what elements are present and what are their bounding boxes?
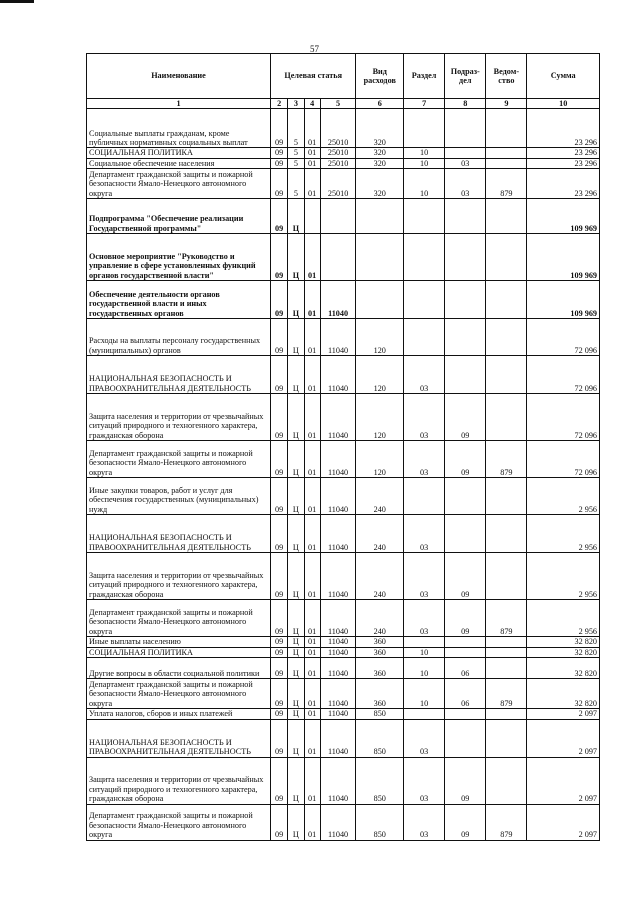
table-row [87,804,600,840]
target-direction-cell: 11040 [320,394,356,441]
row-name-cell: НАЦИОНАЛЬНАЯ БЕЗОПАСНОСТЬ И ПРАВООХРАНИТЕЛЬНАЯ ДЕЯТЕЛЬНОСТЬ [87,356,271,394]
column-number-row [87,99,600,109]
subsection-cell [445,109,486,148]
expense-type-cell: 120 [356,356,404,394]
expense-type-cell: 240 [356,478,404,515]
table-row [87,719,600,757]
target-subprogram-cell: Ц [288,600,304,637]
expense-type-cell [356,234,404,281]
subsection-cell: 09 [445,553,486,600]
target-subprogram-cell: Ц [288,658,304,679]
target-direction-cell [320,234,356,281]
section-cell: 03 [404,356,445,394]
amount-cell: 2 956 [527,515,600,553]
subsection-cell [445,234,486,281]
table-row [87,757,600,804]
subsection-cell [445,719,486,757]
subsection-cell [445,647,486,657]
target-direction-cell: 11040 [320,600,356,637]
column-number: 10 [527,99,600,109]
target-program-cell: 09 [270,658,287,679]
table-row [87,148,600,158]
target-subprogram-cell: Ц [288,553,304,600]
section-cell: 10 [404,679,445,709]
table-body [87,109,600,840]
amount-cell: 109 969 [527,234,600,281]
subsection-cell: 09 [445,600,486,637]
row-name-cell: Департамент гражданской защиты и пожарной безопасности Ямало-Ненецкого автономного округа [87,679,271,709]
target-event-cell: 01 [304,719,320,757]
row-name-cell: Основное мероприятие "Руководство и управление в сфере установленных функций органов государственной власти" [87,234,271,281]
department-cell [486,658,527,679]
section-cell: 03 [404,394,445,441]
amount-cell: 2 956 [527,478,600,515]
target-subprogram-cell: 5 [288,109,304,148]
target-direction-cell: 11040 [320,553,356,600]
target-direction-cell: 11040 [320,757,356,804]
target-program-cell: 09 [270,234,287,281]
target-direction-cell [320,199,356,234]
section-cell [404,709,445,719]
subsection-cell [445,319,486,356]
department-cell [486,709,527,719]
department-cell [486,637,527,647]
target-program-cell: 09 [270,158,287,168]
row-name-cell: Уплата налогов, сборов и иных платежей [87,709,271,719]
row-name-cell: Департамент гражданской защиты и пожарной безопасности Ямало-Ненецкого автономного округа [87,441,271,478]
row-name-cell: Расходы на выплаты персоналу государственных (муниципальных) органов [87,319,271,356]
section-cell: 10 [404,169,445,199]
target-direction-cell: 11040 [320,804,356,840]
row-name-cell: НАЦИОНАЛЬНАЯ БЕЗОПАСНОСТЬ И ПРАВООХРАНИТЕЛЬНАЯ ДЕЯТЕЛЬНОСТЬ [87,719,271,757]
target-program-cell: 09 [270,719,287,757]
department-cell [486,478,527,515]
table-row [87,441,600,478]
amount-cell: 32 820 [527,679,600,709]
target-program-cell: 09 [270,515,287,553]
row-name-cell: Другие вопросы в области социальной политики [87,658,271,679]
target-event-cell: 01 [304,658,320,679]
section-cell [404,281,445,319]
department-cell [486,319,527,356]
row-name-cell: Социальные выплаты гражданам, кроме публичных нормативных социальных выплат [87,109,271,148]
section-cell [404,319,445,356]
subsection-cell [445,148,486,158]
target-program-cell: 09 [270,319,287,356]
section-cell: 03 [404,600,445,637]
row-name-cell: СОЦИАЛЬНАЯ ПОЛИТИКА [87,148,271,158]
expense-type-cell: 120 [356,319,404,356]
row-name-cell: СОЦИАЛЬНАЯ ПОЛИТИКА [87,647,271,657]
target-event-cell: 01 [304,804,320,840]
target-program-cell: 09 [270,637,287,647]
table-row [87,478,600,515]
target-program-cell: 09 [270,199,287,234]
target-direction-cell: 25010 [320,148,356,158]
target-subprogram-cell: Ц [288,515,304,553]
target-event-cell: 01 [304,647,320,657]
amount-cell: 23 296 [527,109,600,148]
header-expense-type: Вид расходов [356,54,404,99]
target-subprogram-cell: Ц [288,679,304,709]
table-row [87,169,600,199]
expense-type-cell: 320 [356,148,404,158]
section-cell: 03 [404,719,445,757]
expense-type-cell: 120 [356,441,404,478]
section-cell: 03 [404,515,445,553]
subsection-cell: 06 [445,658,486,679]
expense-type-cell: 320 [356,109,404,148]
target-program-cell: 09 [270,109,287,148]
target-subprogram-cell: 5 [288,148,304,158]
target-program-cell: 09 [270,647,287,657]
amount-cell: 109 969 [527,281,600,319]
expense-type-cell: 320 [356,158,404,168]
amount-cell: 32 820 [527,647,600,657]
target-subprogram-cell: Ц [288,281,304,319]
target-event-cell [304,199,320,234]
section-cell: 03 [404,757,445,804]
expense-type-cell: 850 [356,757,404,804]
amount-cell: 23 296 [527,158,600,168]
target-program-cell: 09 [270,148,287,158]
target-event-cell: 01 [304,234,320,281]
target-subprogram-cell: 5 [288,169,304,199]
target-subprogram-cell: Ц [288,647,304,657]
section-cell: 10 [404,148,445,158]
target-event-cell: 01 [304,169,320,199]
subsection-cell [445,709,486,719]
department-cell [486,647,527,657]
target-program-cell: 09 [270,600,287,637]
table-row [87,394,600,441]
target-subprogram-cell: Ц [288,356,304,394]
expense-type-cell [356,281,404,319]
amount-cell: 2 956 [527,600,600,637]
header-name: Наименование [87,54,271,99]
amount-cell: 72 096 [527,441,600,478]
table-row [87,234,600,281]
department-cell [486,109,527,148]
section-cell: 10 [404,658,445,679]
table-row [87,319,600,356]
target-program-cell: 09 [270,281,287,319]
target-program-cell: 09 [270,394,287,441]
target-program-cell: 09 [270,757,287,804]
expense-type-cell: 360 [356,647,404,657]
subsection-cell [445,199,486,234]
header-section: Раздел [404,54,445,99]
section-cell [404,478,445,515]
target-direction-cell: 25010 [320,169,356,199]
department-cell [486,757,527,804]
department-cell: 879 [486,169,527,199]
target-program-cell: 09 [270,553,287,600]
target-direction-cell: 11040 [320,637,356,647]
expense-type-cell: 850 [356,709,404,719]
expense-type-cell: 240 [356,553,404,600]
row-name-cell: Департамент гражданской защиты и пожарной безопасности Ямало-Ненецкого автономного округа [87,600,271,637]
target-program-cell: 09 [270,356,287,394]
column-number: 4 [304,99,320,109]
target-program-cell: 09 [270,478,287,515]
section-cell: 10 [404,647,445,657]
target-direction-cell: 11040 [320,319,356,356]
table-row [87,158,600,168]
department-cell [486,234,527,281]
expense-type-cell: 240 [356,600,404,637]
department-cell: 879 [486,441,527,478]
page-number: 57 [310,44,319,54]
target-program-cell: 09 [270,679,287,709]
target-program-cell: 09 [270,709,287,719]
target-subprogram-cell: Ц [288,234,304,281]
column-number: 1 [87,99,271,109]
header-target: Целевая статья [270,54,355,99]
row-name-cell: Департамент гражданской защиты и пожарной безопасности Ямало-Ненецкого автономного округа [87,169,271,199]
amount-cell: 23 296 [527,148,600,158]
target-direction-cell: 25010 [320,158,356,168]
section-cell: 03 [404,553,445,600]
target-direction-cell: 11040 [320,709,356,719]
column-number: 8 [445,99,486,109]
target-subprogram-cell: Ц [288,478,304,515]
subsection-cell [445,515,486,553]
target-subprogram-cell: Ц [288,757,304,804]
section-cell [404,109,445,148]
row-name-cell: Иные закупки товаров, работ и услуг для обеспечения государственных (муниципальных) нужд [87,478,271,515]
table-row [87,356,600,394]
target-event-cell: 01 [304,281,320,319]
row-name-cell: Подпрограмма "Обеспечение реализации Государственной программы" [87,199,271,234]
section-cell [404,234,445,281]
target-event-cell: 01 [304,109,320,148]
target-direction-cell: 11040 [320,478,356,515]
target-direction-cell: 11040 [320,356,356,394]
column-number: 7 [404,99,445,109]
target-program-cell: 09 [270,441,287,478]
amount-cell: 2 097 [527,804,600,840]
row-name-cell: Защита населения и территории от чрезвычайных ситуаций природного и техногенного характера, гражданская оборона [87,553,271,600]
target-event-cell: 01 [304,148,320,158]
department-cell: 879 [486,600,527,637]
target-subprogram-cell: Ц [288,394,304,441]
department-cell [486,719,527,757]
target-event-cell: 01 [304,441,320,478]
target-direction-cell: 11040 [320,647,356,657]
department-cell [486,148,527,158]
table-row [87,679,600,709]
column-number: 3 [288,99,304,109]
section-cell [404,199,445,234]
amount-cell: 32 820 [527,637,600,647]
target-direction-cell: 25010 [320,109,356,148]
subsection-cell: 09 [445,757,486,804]
header-subsection: Подраз-дел [445,54,486,99]
subsection-cell [445,356,486,394]
expense-type-cell: 360 [356,679,404,709]
expense-type-cell: 320 [356,169,404,199]
target-event-cell: 01 [304,637,320,647]
department-cell [486,158,527,168]
section-cell: 10 [404,158,445,168]
column-number: 6 [356,99,404,109]
column-number: 9 [486,99,527,109]
target-direction-cell: 11040 [320,679,356,709]
amount-cell: 72 096 [527,356,600,394]
department-cell [486,394,527,441]
target-event-cell: 01 [304,356,320,394]
target-subprogram-cell: Ц [288,319,304,356]
target-event-cell: 01 [304,679,320,709]
department-cell [486,553,527,600]
table-row [87,637,600,647]
column-number: 5 [320,99,356,109]
table-row [87,647,600,657]
department-cell [486,356,527,394]
target-subprogram-cell: 5 [288,158,304,168]
target-event-cell: 01 [304,158,320,168]
target-event-cell: 01 [304,478,320,515]
table-row [87,199,600,234]
target-subprogram-cell: Ц [288,719,304,757]
department-cell [486,515,527,553]
department-cell: 879 [486,804,527,840]
header-row [87,54,600,99]
subsection-cell [445,637,486,647]
target-subprogram-cell: Ц [288,637,304,647]
expense-type-cell: 360 [356,637,404,647]
budget-table [86,53,600,841]
target-event-cell: 01 [304,319,320,356]
amount-cell: 109 969 [527,199,600,234]
table-row [87,109,600,148]
department-cell [486,281,527,319]
target-event-cell: 01 [304,553,320,600]
subsection-cell: 03 [445,158,486,168]
target-event-cell: 01 [304,757,320,804]
row-name-cell: Департамент гражданской защиты и пожарной безопасности Ямало-Ненецкого автономного округа [87,804,271,840]
section-cell: 03 [404,804,445,840]
expense-type-cell: 850 [356,719,404,757]
amount-cell: 23 296 [527,169,600,199]
amount-cell: 2 097 [527,757,600,804]
subsection-cell: 06 [445,679,486,709]
section-cell: 03 [404,441,445,478]
table-row [87,600,600,637]
expense-type-cell: 850 [356,804,404,840]
target-program-cell: 09 [270,804,287,840]
target-direction-cell: 11040 [320,281,356,319]
subsection-cell: 03 [445,169,486,199]
table-row [87,515,600,553]
target-direction-cell: 11040 [320,719,356,757]
table-row [87,709,600,719]
table-row [87,553,600,600]
subsection-cell: 09 [445,441,486,478]
table-row [87,658,600,679]
amount-cell: 72 096 [527,319,600,356]
section-cell [404,637,445,647]
target-subprogram-cell: Ц [288,804,304,840]
target-event-cell: 01 [304,515,320,553]
row-name-cell: Защита населения и территории от чрезвычайных ситуаций природного и техногенного характера, гражданская оборона [87,757,271,804]
target-event-cell: 01 [304,600,320,637]
target-direction-cell: 11040 [320,658,356,679]
target-program-cell: 09 [270,169,287,199]
header-department: Ведом-ство [486,54,527,99]
amount-cell: 32 820 [527,658,600,679]
amount-cell: 72 096 [527,394,600,441]
target-event-cell: 01 [304,709,320,719]
subsection-cell: 09 [445,394,486,441]
column-number: 2 [270,99,287,109]
target-direction-cell: 11040 [320,515,356,553]
subsection-cell: 09 [445,804,486,840]
expense-type-cell: 360 [356,658,404,679]
row-name-cell: НАЦИОНАЛЬНАЯ БЕЗОПАСНОСТЬ И ПРАВООХРАНИТЕЛЬНАЯ ДЕЯТЕЛЬНОСТЬ [87,515,271,553]
expense-type-cell: 240 [356,515,404,553]
header-amount: Сумма [527,54,600,99]
row-name-cell: Обеспечение деятельности органов государственной власти и иных государственных органов [87,281,271,319]
row-name-cell: Иные выплаты населению [87,637,271,647]
target-event-cell: 01 [304,394,320,441]
table-row [87,281,600,319]
target-subprogram-cell: Ц [288,199,304,234]
expense-type-cell [356,199,404,234]
corner-mark [0,0,34,3]
expense-type-cell: 120 [356,394,404,441]
subsection-cell [445,478,486,515]
subsection-cell [445,281,486,319]
target-direction-cell: 11040 [320,441,356,478]
row-name-cell: Социальное обеспечение населения [87,158,271,168]
department-cell: 879 [486,679,527,709]
amount-cell: 2 097 [527,709,600,719]
department-cell [486,199,527,234]
target-subprogram-cell: Ц [288,441,304,478]
row-name-cell: Защита населения и территории от чрезвычайных ситуаций природного и техногенного характера, гражданская оборона [87,394,271,441]
amount-cell: 2 097 [527,719,600,757]
target-subprogram-cell: Ц [288,709,304,719]
amount-cell: 2 956 [527,553,600,600]
